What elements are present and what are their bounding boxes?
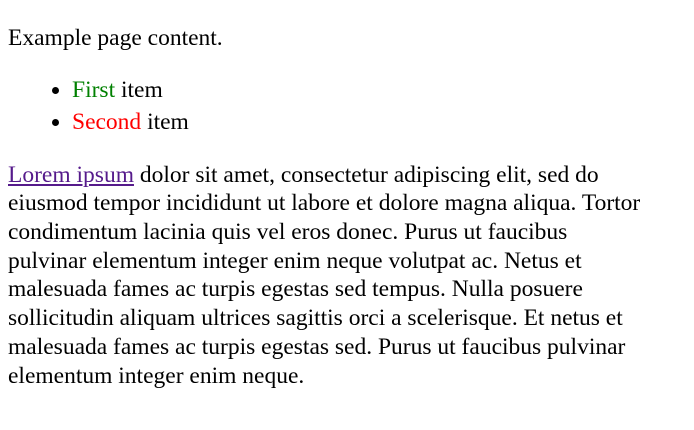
paragraph-line-8: elementum integer enim neque.: [8, 362, 305, 389]
lorem-paragraph: [8, 161, 686, 391]
paragraph-line-7: malesuada fames ac turpis egestas sed. Purus ut faucibus pulvinar: [8, 333, 626, 360]
paragraph-line-1-text: dolor sit amet, consectetur adipiscing elit, sed do: [133, 161, 599, 188]
page: [8, 24, 686, 391]
list-item-second-keyword: Second: [72, 109, 142, 136]
list-item-second-text: item: [141, 109, 189, 136]
intro-text: Example page content.: [8, 24, 223, 51]
list-item-first: [72, 76, 686, 105]
paragraph-line-1: [8, 161, 686, 190]
paragraph-line-6: sollicitudin aliquam ultrices sagittis orci a scelerisque. Et netus et: [8, 305, 623, 332]
paragraph-line-5: malesuada fames ac turpis egestas sed tempus. Nulla posuere: [8, 276, 583, 303]
list-item-first-text: item: [115, 76, 163, 103]
paragraph-line-4: pulvinar elementum integer enim neque volutpat ac. Netus et: [8, 247, 582, 274]
paragraph-line-3: condimentum lacinia quis vel eros donec. Purus ut faucibus: [8, 219, 568, 246]
paragraph-line-2: eiusmod tempor incididunt ut labore et dolore magna aliqua. Tortor: [8, 190, 641, 217]
item-list: [8, 76, 686, 137]
list-item-first-keyword: First: [72, 76, 116, 103]
list-item-second: [72, 108, 686, 137]
lorem-ipsum-link[interactable]: Lorem ipsum: [8, 161, 134, 188]
